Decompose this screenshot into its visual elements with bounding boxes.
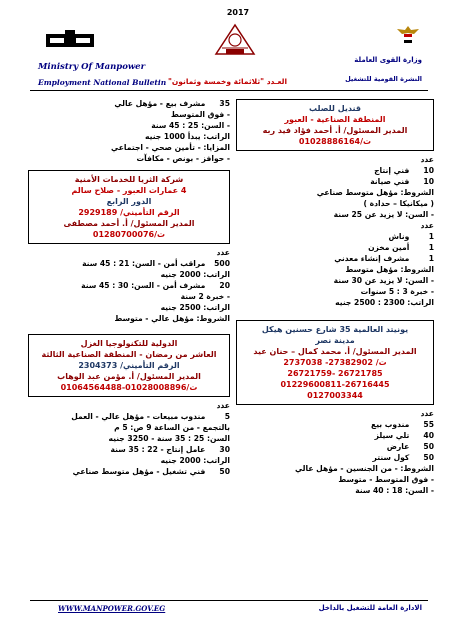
bulletin-ar-title: النشرة القومية للتشغيل (345, 75, 422, 83)
conditions-line: - خبرة 3 : 5 سنوات (360, 287, 434, 296)
footer-divider (30, 600, 428, 601)
count-header: عدد (216, 248, 230, 257)
salary-line: الراتب: 2000 جنيه (160, 270, 230, 279)
header-divider (30, 90, 428, 91)
job-line: 500 مراقب أمن - السن: 21 : 45 سنة (82, 259, 230, 268)
salary-line: الراتب: 2300 : 2500 جنيه (335, 298, 434, 307)
company-box-thuraya (28, 170, 230, 244)
conditions-line: - فوق المتوسط - متوسط (338, 475, 434, 484)
salary-line: الراتب: 2500 جنيه (160, 303, 230, 312)
company-area: العاشر من رمضان - المنطقة الصناعية الثالثة (41, 350, 217, 359)
footer-website-link[interactable]: WWW.MANPOWER.GOV.EG (58, 604, 166, 613)
bulletin-emblem-icon (212, 22, 258, 56)
conditions-line: الشروط: - من الجنسين - مؤهل عالي (294, 464, 434, 473)
egypt-eagle-icon (395, 24, 421, 46)
job-line: 50 فني تشغيل - مؤهل متوسط صناعي (72, 467, 230, 476)
company-phone: ت/01028886164 (298, 137, 372, 146)
count-header: عدد (420, 155, 434, 164)
job-line: 35 مشرف بيع - مؤهل عالي (114, 99, 230, 108)
job-detail-line: الراتب: يبدأ 1000 جنيه (145, 132, 230, 141)
conditions-line: الشروط: مؤهل متوسط (345, 265, 434, 274)
company-floor: الدور الرابع (106, 197, 152, 206)
company-name: قنديل للصلب (309, 104, 361, 113)
count-header: عدد (216, 401, 230, 410)
company-insurance: الرقم التأميني/ 2304373 (78, 361, 180, 370)
company-box-united (236, 320, 434, 405)
job-line: 50 كول سنتر (372, 453, 434, 462)
page-header (0, 0, 452, 92)
footer-department: الادارة العامة للتشغيل بالداخل (318, 604, 422, 612)
company-phone: ت/01280700076 (92, 230, 166, 239)
issue-number: العـدد "ثلاثمائة وخمسة وثمانون" (168, 77, 288, 86)
year-label: 2017 (226, 8, 250, 17)
job-line: 1 وناش (388, 232, 434, 241)
job-line: 10 فني صيانة (370, 177, 434, 186)
company-box-qandil (236, 99, 434, 151)
job-line: 1 أمين مخزن (368, 243, 434, 252)
company-name: شركة الثريا للخدمات الأمنية (74, 175, 184, 184)
ministry-en-title: Ministry Of Manpower (38, 62, 146, 72)
company-area: المنطقة الصناعية - العبور (284, 115, 386, 124)
job-line: 50 عارض (386, 442, 434, 451)
company-manager: المدير المسئول/ أ. أحمد فؤاد فيد ربه (262, 126, 408, 135)
job-detail-line: - حوافز - بونص - مكافآت (136, 154, 230, 163)
job-line: 40 تلي سيلز (374, 431, 434, 440)
company-address: 4 عمارات العبور - صلاح سالم (71, 186, 187, 195)
job-detail-line: المزايا: - تأمين صحي - اجتماعي (111, 143, 230, 152)
job-line: 20 مشرف أمن - السن: 30 : 45 سنة (81, 281, 230, 290)
company-manager: المدير المسئول/ أ. مؤمن عبد الوهاب (57, 372, 201, 381)
job-line: 1 مشرف إنشاء معدني (334, 254, 434, 263)
conditions-line: الشروط: مؤهل متوسط صناعي (316, 188, 434, 197)
bulletin-en-title: Employment National Bulletin (38, 78, 167, 87)
company-phone: 0127003344 (307, 391, 363, 400)
company-phone: 26721785 -26721759 (287, 369, 383, 378)
job-line: 30 عامل إنتاج - 22 : 35 سنة (110, 445, 230, 454)
job-detail-line: السن: 25 : 35 سنة - 3250 جنيه (108, 434, 230, 443)
left-column (28, 98, 230, 477)
company-phone: ت/ 27382902- 2737038 (283, 358, 387, 367)
company-manager: المدير المسئول/ أ. محمد كمال – حنان عيد (253, 347, 417, 356)
salary-line: الراتب: 2000 جنيه (160, 456, 230, 465)
job-detail-line: - السن: 25 : 45 سنة (151, 121, 230, 130)
job-detail-line: - فوق المتوسط (171, 110, 230, 119)
count-header: عدد (420, 221, 434, 230)
job-line: 55 مندوب بيع (371, 420, 434, 429)
conditions-line: - السن: لا يزيد عن 30 سنة (333, 276, 434, 285)
job-line: 10 فني إنتاج (374, 166, 434, 175)
conditions-line: الشروط: مؤهل عالي - متوسط (114, 314, 230, 323)
company-box-dawliya (28, 334, 230, 397)
company-phone: 01229600811-26716445 (280, 380, 390, 389)
job-detail-line: - خبرة 2 سنة (180, 292, 230, 301)
company-manager: المدير المسئول/ أ. أحمد مصطفى (63, 219, 195, 228)
right-column (236, 96, 434, 496)
company-name: يونيتد العالمية 35 شارع حسنين هيكل (261, 325, 409, 334)
company-phone: ت/01028008896-01064564488 (60, 383, 198, 392)
conditions-line: - السن: 18 : 40 سنة (355, 486, 434, 495)
job-detail-line: بالتجمع - من الساعة 9 ص: 5 م (114, 423, 230, 432)
company-area: مدينة نصر (315, 336, 355, 345)
job-line: 5 مندوب مبيعات - مؤهل عالي - العمل (71, 412, 230, 421)
conditions-line: - السن: لا يزيد عن 25 سنة (333, 210, 434, 219)
ministry-ar-title: وزارة القوى العاملة (354, 56, 422, 64)
company-name: الدولية للتكنولوجيا الغزل (80, 339, 178, 348)
conditions-line: ( ميكانيكا – حدادة ) (363, 199, 434, 208)
count-header: عدد (420, 409, 434, 418)
manpower-logo-icon (45, 30, 95, 48)
company-insurance: الرقم التأميني/ 2929189 (78, 208, 180, 217)
